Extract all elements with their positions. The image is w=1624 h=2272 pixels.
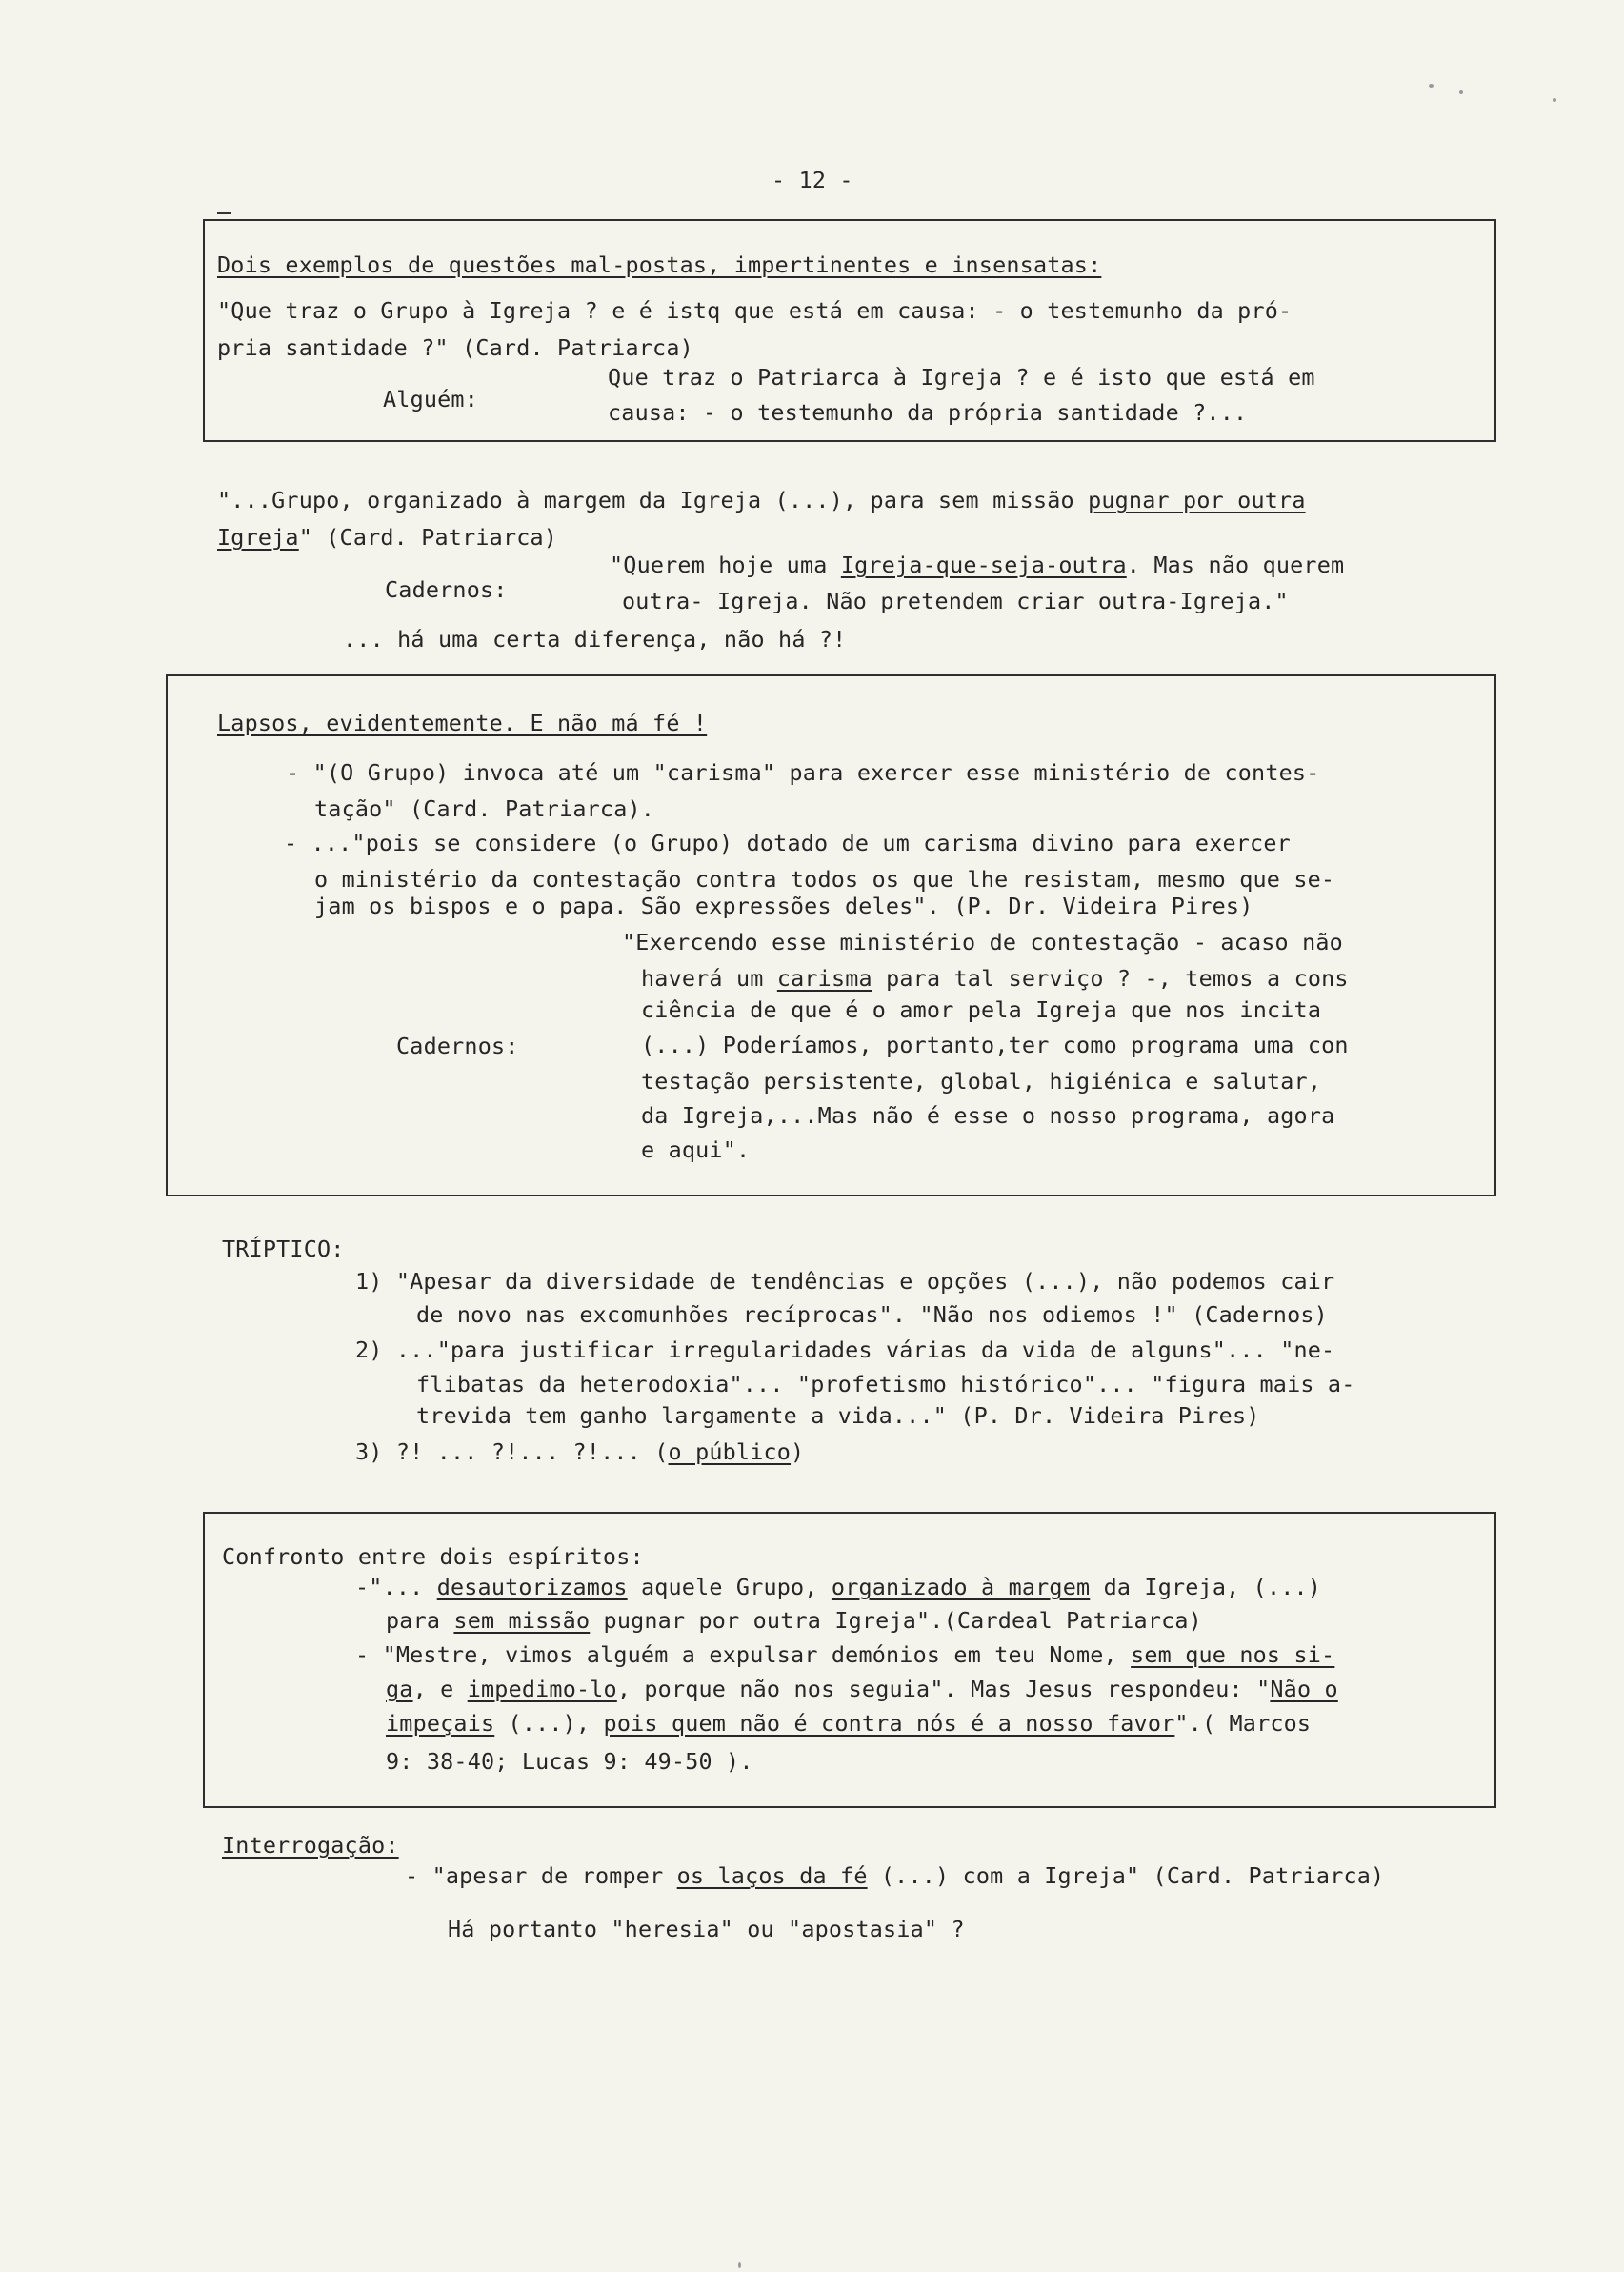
underlined-text: impedimo-lo (467, 1676, 617, 1702)
margin-mark (217, 212, 231, 214)
underlined-text: Não o (1270, 1676, 1338, 1702)
reply-text: . Mas não querem (1126, 552, 1345, 578)
speaker-label: Alguém: (383, 386, 478, 412)
list-item: tação" (Card. Patriarca). (314, 795, 655, 822)
underlined-text: carisma (776, 965, 872, 992)
item-text: aquele Grupo, (627, 1574, 832, 1600)
questions-heading: Dois exemplos de questões mal-postas, impertinentes e insensatas: (217, 251, 1102, 278)
speaker-label: Cadernos: (396, 1033, 519, 1059)
underlined-text: sem que nos si- (1131, 1641, 1335, 1668)
reply-line: e aqui". (641, 1136, 751, 1163)
list-item: flibatas da heterodoxia"... "profetismo histórico"... "figura mais a- (416, 1371, 1355, 1397)
reply-line: causa: - o testemunho da própria santidade ?... (608, 399, 1248, 426)
scan-speck (1459, 90, 1463, 94)
underlined-text: pois quem não é contra nós é a nosso favor (603, 1710, 1175, 1737)
list-item: de novo nas excomunhões recíprocas". "Não nos odiemos !" (Cadernos) (416, 1301, 1328, 1328)
reply-line (641, 965, 1349, 992)
list-item: jam os bispos e o papa. São expressões deles". (P. Dr. Videira Pires) (314, 893, 1253, 919)
underlined-text: impeçais (386, 1710, 495, 1737)
scan-speck (1429, 84, 1434, 88)
quote-line (217, 524, 558, 551)
question-text: - "apesar de romper (405, 1862, 677, 1889)
scan-speck (738, 2262, 741, 2268)
list-item (355, 1438, 805, 1465)
list-item: 2) ..."para justificar irregularidades várias da vida de alguns"... "ne- (355, 1337, 1335, 1363)
underlined-text: Igreja (217, 524, 299, 551)
reply-text: para tal serviço ? -, temos a cons (872, 965, 1349, 992)
item-text: ) (791, 1438, 805, 1465)
item-text: 3) ?! ... ?!... ?!... ( (355, 1438, 669, 1465)
list-item (355, 1574, 1322, 1600)
item-text: ".( Marcos (1174, 1710, 1312, 1737)
interrogacao-heading: Interrogação: (222, 1832, 399, 1859)
confronto-heading: Confronto entre dois espíritos: (222, 1543, 644, 1570)
quote-text: "...Grupo, organizado à margem da Igreja (...), para sem missão (217, 487, 1089, 513)
underlined-text: os laços da fé (676, 1862, 868, 1889)
quote-text: " (Card. Patriarca) (298, 524, 558, 551)
item-text: - "Mestre, vimos alguém a expulsar demónios em teu Nome, (355, 1641, 1132, 1668)
lapses-heading: Lapsos, evidentemente. E não má fé ! (217, 710, 708, 736)
reply-line: "Exercendo esse ministério de contestação - acaso não (622, 929, 1343, 955)
list-item: - ..."pois se considere (o Grupo) dotado de um carisma divino para exercer (284, 830, 1291, 856)
underlined-text: o público (668, 1438, 792, 1465)
item-text: , porque não nos seguia". Mas Jesus respondeu: " (616, 1676, 1271, 1702)
underlined-text: desautorizamos (436, 1574, 628, 1600)
underlined-text: organizado à margem (831, 1574, 1091, 1600)
underlined-text: ga (386, 1676, 413, 1702)
list-item: trevida tem ganho largamente a vida..." (P. Dr. Videira Pires) (416, 1402, 1260, 1429)
question-text: (...) com a Igreja" (Card. Patriarca) (867, 1862, 1385, 1889)
item-text: da Igreja, (...) (1090, 1574, 1322, 1600)
item-text: -"... (355, 1574, 437, 1600)
list-item (386, 1676, 1338, 1702)
list-item (355, 1641, 1335, 1668)
quote-line: "Que traz o Grupo à Igreja ? e é istq que está em causa: - o testemunho da pró- (217, 297, 1293, 324)
comment-line: ... há uma certa diferença, não há ?! (343, 626, 847, 653)
list-item: - "(O Grupo) invoca até um "carisma" para exercer esse ministério de contes- (286, 759, 1320, 786)
list-item: 9: 38-40; Lucas 9: 49-50 ). (386, 1748, 753, 1775)
reply-text: "Querem hoje uma (610, 552, 841, 578)
underlined-text: sem missão (453, 1607, 591, 1634)
list-item (386, 1710, 1312, 1737)
item-text: , e (412, 1676, 468, 1702)
underlined-text: pugnar por outra (1088, 487, 1306, 513)
reply-line: Que traz o Patriarca à Igreja ? e é isto que está em (608, 364, 1315, 391)
list-item: o ministério da contestação contra todos os que lhe resistam, mesmo que se- (314, 866, 1335, 893)
reply-line: da Igreja,...Mas não é esse o nosso programa, agora (641, 1102, 1335, 1129)
reply-line: outra- Igreja. Não pretendem criar outra-Igreja." (622, 588, 1289, 614)
reply-line: ciência de que é o amor pela Igreja que nos incita (641, 996, 1322, 1023)
quote-line (217, 487, 1306, 513)
page-number: - 12 - (772, 167, 853, 193)
question-line (405, 1862, 1385, 1889)
speaker-label: Cadernos: (385, 576, 508, 603)
underlined-text: Igreja-que-seja-outra (840, 552, 1127, 578)
reply-line: (...) Poderíamos, portanto,ter como programa uma con (641, 1032, 1349, 1058)
list-item (386, 1607, 1202, 1634)
item-text: pugnar por outra Igreja".(Cardeal Patriarca) (590, 1607, 1202, 1634)
reply-text: haverá um (641, 965, 777, 992)
scan-speck (1553, 98, 1556, 102)
item-text: para (386, 1607, 454, 1634)
list-item: 1) "Apesar da diversidade de tendências e opções (...), não podemos cair (355, 1268, 1335, 1295)
reply-line (610, 554, 1344, 576)
reply-line: testação persistente, global, higiénica e salutar, (641, 1068, 1322, 1095)
quote-line: pria santidade ?" (Card. Patriarca) (217, 334, 693, 361)
question-line: Há portanto "heresia" ou "apostasia" ? (448, 1916, 965, 1942)
triptico-heading: TRÍPTICO: (222, 1236, 345, 1262)
item-text: (...), (494, 1710, 604, 1737)
